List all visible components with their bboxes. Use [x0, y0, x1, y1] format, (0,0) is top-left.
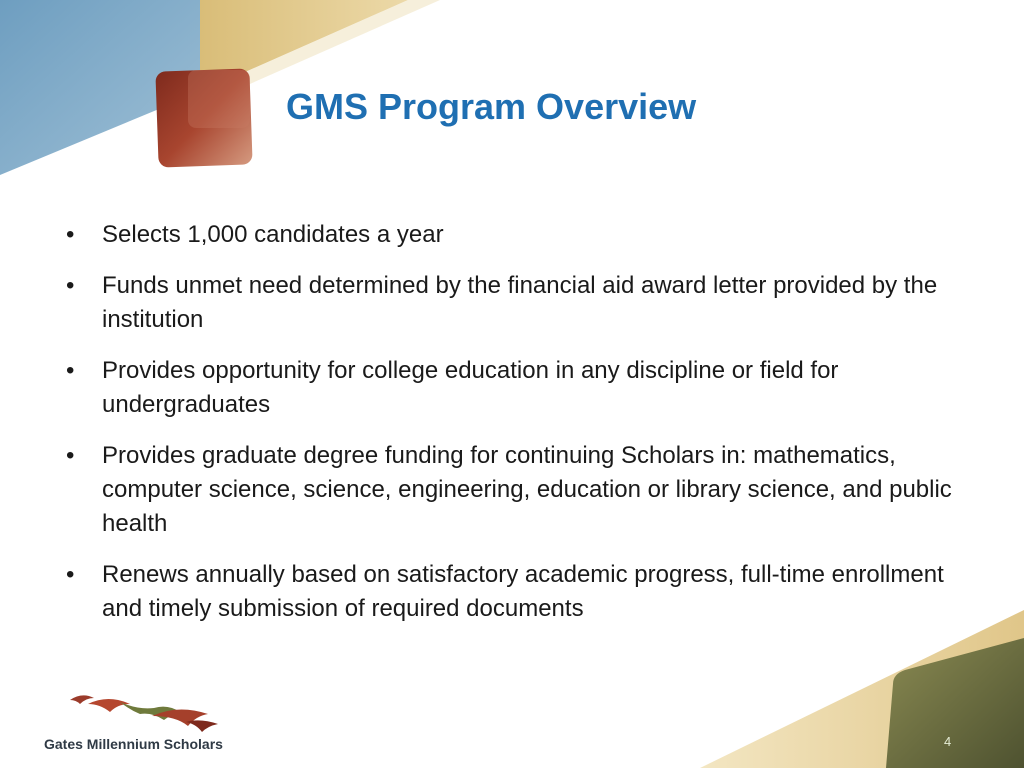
bullet-marker: • — [66, 357, 75, 384]
bullet-text: Renews annually based on satisfactory academic progress, full-time enrollment and timely submission of required documents — [102, 561, 944, 622]
bullet-text: Provides graduate degree funding for continuing Scholars in: mathematics, computer science, science, engineering, education or library science, and public health — [102, 442, 952, 537]
bullet-marker: • — [66, 561, 75, 588]
flying-birds-icon — [68, 690, 228, 734]
bullet-marker: • — [66, 221, 75, 248]
bullet-item — [66, 218, 966, 252]
bullet-item — [66, 269, 966, 337]
bullet-item — [66, 354, 966, 422]
bullet-list — [66, 218, 966, 643]
bullet-marker: • — [66, 272, 75, 299]
page-number: 4 — [944, 734, 952, 749]
olive-corner-shape — [886, 638, 1024, 768]
bullet-item — [66, 439, 966, 541]
red-square-highlight-shape — [188, 70, 250, 128]
bullet-item — [66, 558, 966, 626]
bullet-marker: • — [66, 442, 75, 469]
gates-millennium-logo — [44, 690, 244, 760]
slide-title: GMS Program Overview — [286, 86, 697, 127]
bullet-text: Funds unmet need determined by the financial aid award letter provided by the institution — [102, 272, 938, 333]
bullet-text: Provides opportunity for college education in any discipline or field for undergraduates — [102, 357, 839, 418]
bullet-text: Selects 1,000 candidates a year — [102, 221, 444, 248]
logo-text: Gates Millennium Scholars — [44, 736, 223, 752]
